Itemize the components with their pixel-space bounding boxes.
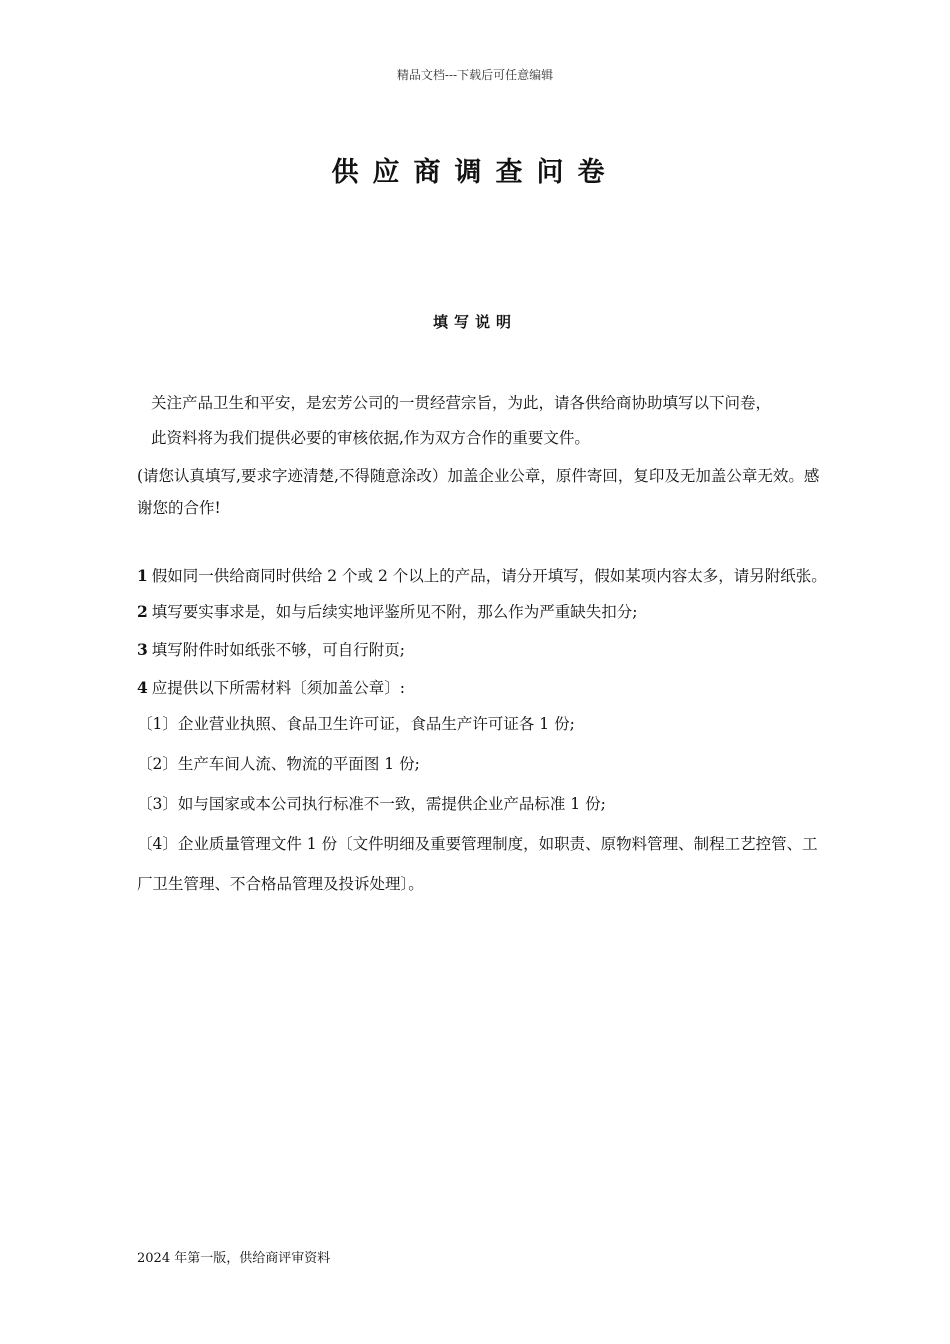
material-item: 〔4〕企业质量管理文件 1 份〔文件明细及重要管理制度，如职责、原物料管理、制程工艺控管、工厂卫生管理、不合格品管理及投诉处理〕。 bbox=[137, 835, 818, 893]
instruction-item bbox=[137, 634, 827, 666]
instruction-item bbox=[137, 672, 827, 704]
material-item: 〔2〕生产车间人流、物流的平面图 1 份; bbox=[137, 755, 420, 773]
instruction-number: 2 bbox=[137, 602, 148, 621]
material-item: 〔3〕如与国家或本公司执行标准不一致，需提供企业产品标准 1 份; bbox=[137, 795, 606, 813]
instruction-number: 4 bbox=[137, 678, 148, 697]
instruction-number: 1 bbox=[137, 566, 148, 585]
instructions-list bbox=[137, 560, 827, 904]
page-title: 供应商调查问卷 bbox=[331, 157, 619, 188]
material-item: 〔1〕企业营业执照、食品卫生许可证，食品生产许可证各 1 份; bbox=[137, 715, 575, 733]
instruction-text: 假如同一供给商同时供给 2 个或 2 个以上的产品，请分开填写，假如某项内容太多，请另附纸张。 bbox=[151, 567, 827, 585]
instruction-item bbox=[137, 596, 827, 628]
intro-line-1: 关注产品卫生和平安，是宏芳公司的一贯经营宗旨，为此，请各供给商协助填写以下问卷， bbox=[151, 394, 772, 412]
intro-line-3: (请您认真填写,要求字迹清楚,不得随意涂改）加盖企业公章，原件寄回，复印及无加盖公章无效。感谢您的合作! bbox=[137, 467, 820, 517]
intro-line-2: 此资料将为我们提供必要的审核依据,作为双方合作的重要文件。 bbox=[151, 429, 590, 447]
page-footer-note: 2024 年第一版，供给商评审资料 bbox=[137, 1251, 331, 1266]
instruction-text: 应提供以下所需材料〔须加盖公章〕: bbox=[151, 679, 406, 697]
instruction-text: 填写要实事求是，如与后续实地评鉴所见不附，那么作为严重缺失扣分; bbox=[151, 603, 638, 621]
page-header-note: 精品文档---下载后可任意编辑 bbox=[396, 68, 554, 82]
section-title: 填写说明 bbox=[432, 313, 517, 331]
instruction-number: 3 bbox=[137, 640, 148, 659]
instruction-text: 填写附件时如纸张不够，可自行附页; bbox=[151, 641, 406, 659]
instruction-item bbox=[137, 560, 827, 592]
